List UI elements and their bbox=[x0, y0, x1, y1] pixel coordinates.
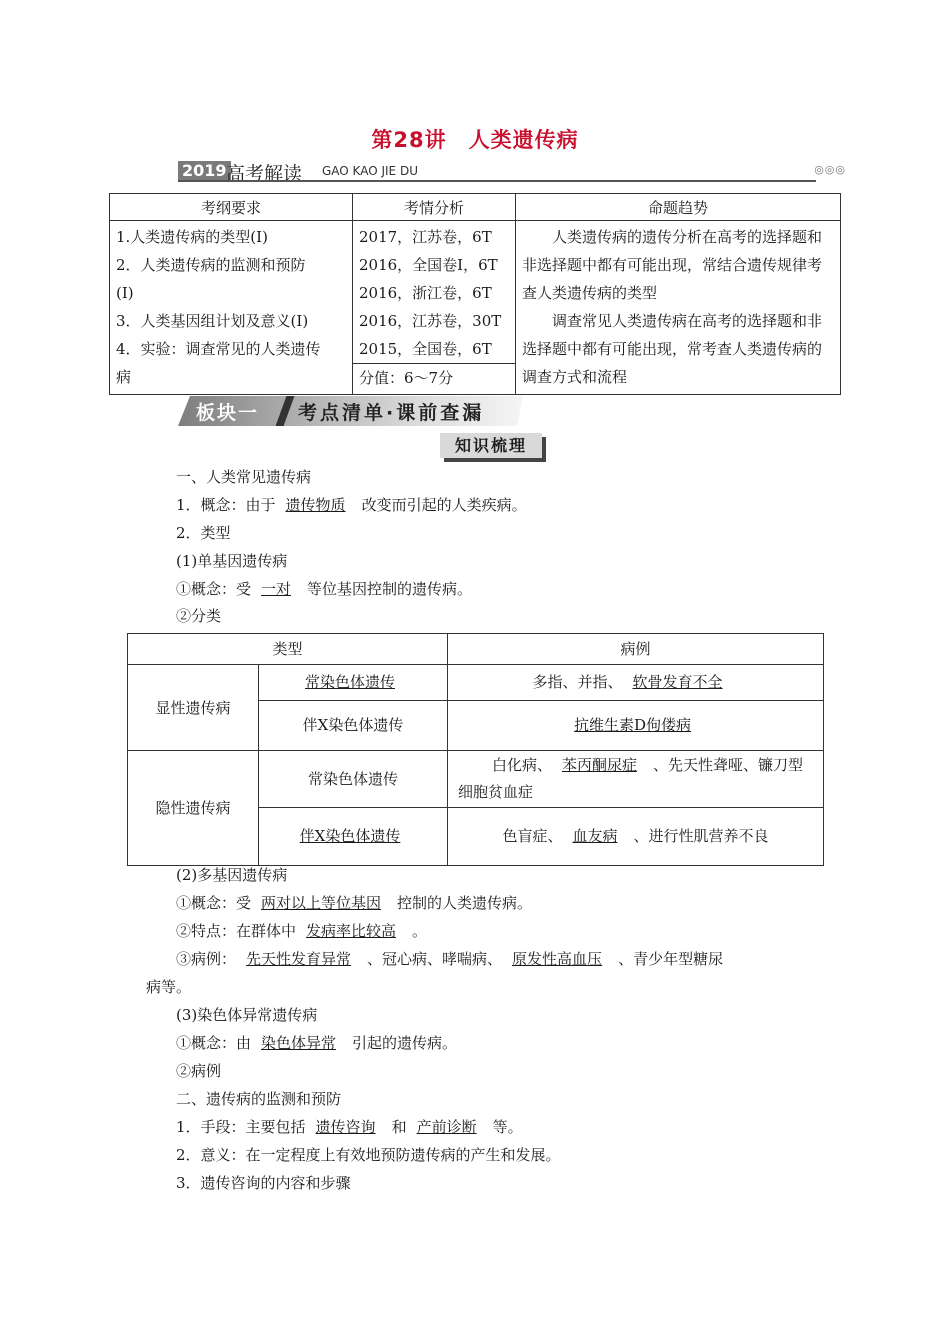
exam-interpretation-banner bbox=[178, 160, 846, 185]
recessive-auto-type: 常染色体遗传 bbox=[259, 751, 448, 808]
dominant-label: 显性遗传病 bbox=[128, 665, 259, 751]
heading-monitoring: 二、遗传病的监测和预防 bbox=[176, 1090, 342, 1108]
type-heading: 2．类型 bbox=[176, 524, 231, 542]
header-type: 类型 bbox=[128, 634, 448, 665]
means-line: 1．手段：主要包括 遗传咨询 和 产前诊断 等。 bbox=[176, 1118, 523, 1136]
chromosome-concept: ①概念：由 染色体异常 引起的遗传病。 bbox=[176, 1034, 458, 1052]
fill-blank: 遗传咨询 bbox=[315, 1118, 376, 1136]
requirements-cell: 1.人类遗传病的类型(Ⅰ) 2．人类遗传病的监测和预防 (Ⅰ) 3．人类基因组计划及意义(Ⅰ) 4．实验：调查常见的人类遗传 病 bbox=[110, 221, 353, 395]
classification-heading: ②分类 bbox=[176, 607, 222, 625]
counseling-line: 3．遗传咨询的内容和步骤 bbox=[176, 1174, 351, 1192]
header-example: 病例 bbox=[448, 634, 824, 665]
heading-common-diseases: 一、人类常见遗传病 bbox=[176, 468, 312, 486]
fill-blank: 产前诊断 bbox=[416, 1118, 477, 1136]
fill-blank: 抗维生素D佝偻病 bbox=[573, 716, 692, 734]
exam-outline-table bbox=[109, 193, 841, 395]
single-gene-heading: (1)单基因遗传病 bbox=[176, 552, 288, 570]
banner-dots-icon: ◎◎◎ bbox=[814, 163, 846, 176]
dominant-x-type: 伴X染色体遗传 bbox=[259, 701, 448, 751]
multi-gene-examples: ③病例： 先天性发育异常 、冠心病、哮喘病、 原发性高血压 、青少年型糖尿 bbox=[176, 950, 724, 968]
fill-blank: 常染色体遗传 bbox=[304, 673, 395, 691]
score-text: 分值：6～7分 bbox=[353, 363, 515, 392]
concept-line: 1．概念：由于 遗传物质 改变而引起的人类疾病。 bbox=[176, 496, 527, 514]
multi-gene-feature: ②特点：在群体中 发病率比较高 。 bbox=[176, 922, 428, 940]
banner-subtitle: GAO KAO JIE DU bbox=[322, 164, 418, 178]
significance-line: 2．意义：在一定程度上有效地预防遗传病的产生和发展。 bbox=[176, 1146, 561, 1164]
fill-blank: 原发性高血压 bbox=[512, 950, 603, 968]
section-banner-label: 板块一 bbox=[196, 402, 260, 424]
fill-blank: 伴X染色体遗传 bbox=[299, 827, 401, 845]
header-trend: 命题趋势 bbox=[516, 194, 841, 221]
section-banner-title: 考点清单·课前查漏 bbox=[298, 402, 485, 424]
fill-blank: 发病率比较高 bbox=[306, 922, 397, 940]
single-gene-concept: ①概念：受 一对 等位基因控制的遗传病。 bbox=[176, 580, 473, 598]
fill-blank: 软骨发育不全 bbox=[632, 673, 723, 691]
fill-blank: 一对 bbox=[261, 580, 292, 598]
fill-blank: 血友病 bbox=[572, 827, 618, 845]
recessive-label: 隐性遗传病 bbox=[128, 751, 259, 866]
banner-rule bbox=[178, 180, 816, 182]
trend-cell: 人类遗传病的遗传分析在高考的选择题和非选择题中都有可能出现，常结合遗传规律考查人类遗传病的类型 调查常见人类遗传病在高考的选择题和非选择题中都有可能出现，常考查人类遗传病的调查方式和流程 bbox=[516, 221, 841, 395]
page-title: 第28讲 人类遗传病 bbox=[371, 128, 579, 152]
banner-year: 2019 bbox=[178, 161, 231, 181]
fill-blank: 染色体异常 bbox=[261, 1034, 337, 1052]
fill-blank: 遗传物质 bbox=[285, 496, 346, 514]
fill-blank: 先天性发育异常 bbox=[246, 950, 352, 968]
fill-blank: 苯丙酮尿症 bbox=[562, 756, 638, 774]
section-banner bbox=[178, 396, 523, 426]
chromosome-heading: (3)染色体异常遗传病 bbox=[176, 1006, 318, 1024]
knowledge-badge: 知识梳理 bbox=[440, 433, 542, 458]
multi-gene-concept: ①概念：受 两对以上等位基因 控制的人类遗传病。 bbox=[176, 894, 533, 912]
multi-gene-heading: (2)多基因遗传病 bbox=[176, 866, 288, 884]
header-requirements: 考纲要求 bbox=[110, 194, 353, 221]
classification-table: 类型 病例 显性遗传病 常染色体遗传 多指、并指、 软骨发育不全 伴X染色体遗传 抗维生素D佝偻病 隐性遗传病 常染色体遗传 白化病、 苯丙酮尿症 、先天性聋哑、镰刀型 细胞贫血症 伴X染色体遗传 色盲症、 血友病 、进行性肌营养不良 bbox=[127, 633, 824, 866]
banner-title: 高考解读 bbox=[226, 163, 303, 185]
chromosome-examples: ②病例 bbox=[176, 1062, 222, 1080]
analysis-cell: 2017，江苏卷，6T 2016，全国卷Ⅰ，6T 2016，浙江卷，6T 2016，江苏卷，30T 2015，全国卷，6T 分值：6～7分 bbox=[353, 221, 516, 395]
fill-blank: 两对以上等位基因 bbox=[261, 894, 382, 912]
header-analysis: 考情分析 bbox=[353, 194, 516, 221]
